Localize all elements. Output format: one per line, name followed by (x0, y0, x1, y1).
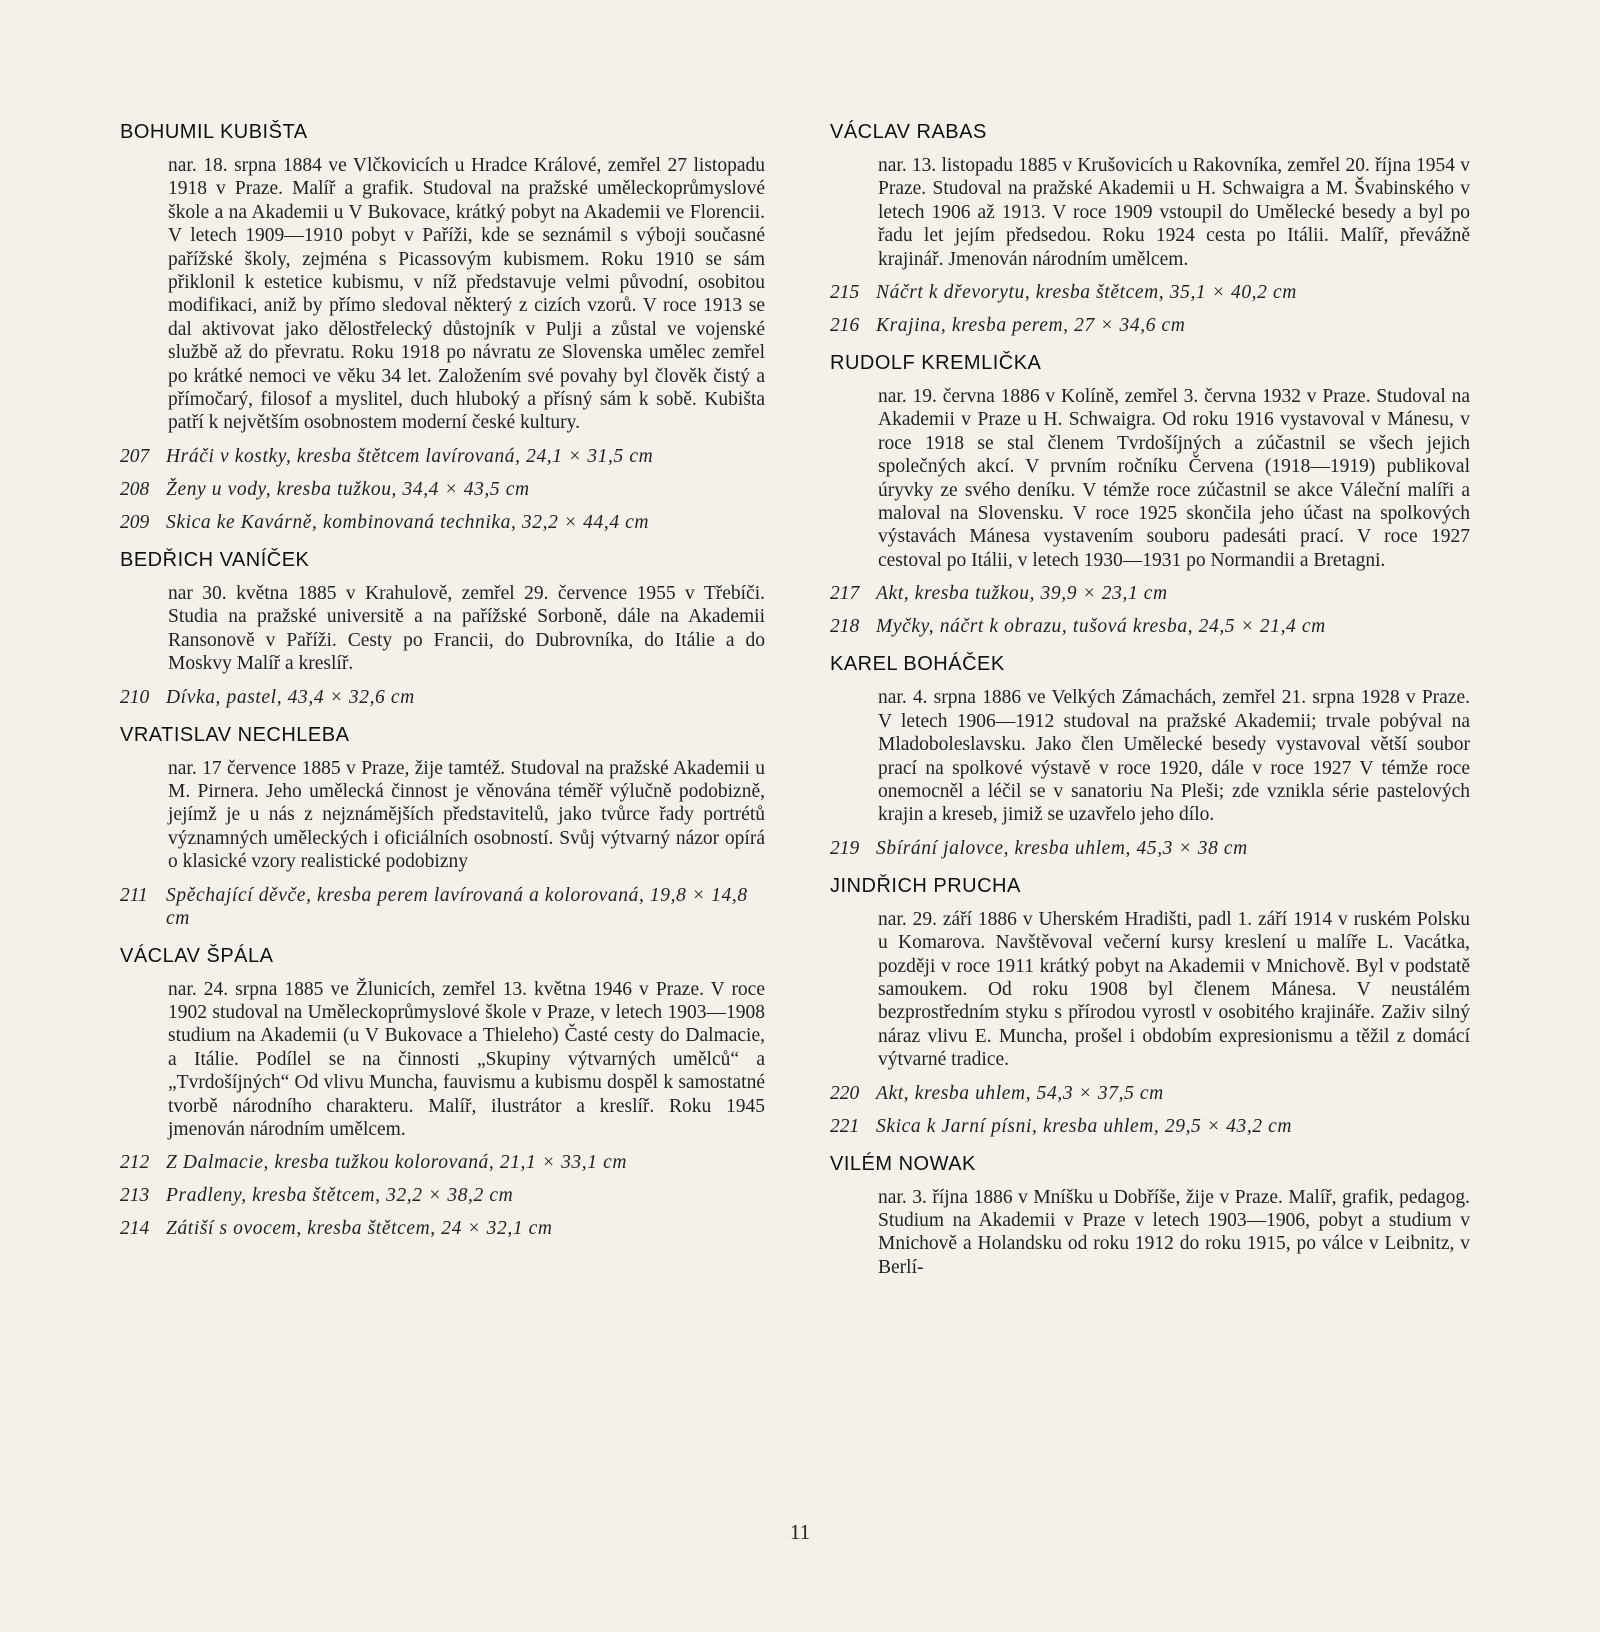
work-number: 220 (830, 1082, 860, 1104)
works-list (830, 281, 1470, 337)
artist-entry (830, 120, 1470, 337)
work-item (830, 314, 1470, 337)
work-description: Pradleny, kresba štětcem, 32,2 × 38,2 cm (166, 1185, 514, 1207)
work-item (120, 1184, 765, 1207)
works-list (120, 884, 765, 930)
work-description: Myčky, náčrt k obrazu, tušová kresba, 24,5 × 21,4 cm (876, 616, 1326, 638)
artist-name: JINDŘICH PRUCHA (830, 874, 1021, 897)
work-description: Z Dalmacie, kresba tužkou kolorovaná, 21,1 × 33,1 cm (166, 1152, 628, 1174)
work-item (120, 478, 765, 501)
work-number: 214 (120, 1218, 150, 1240)
works-list (830, 582, 1470, 638)
work-item (120, 884, 765, 930)
artist-name: VÁCLAV RABAS (830, 121, 987, 143)
work-item (120, 686, 765, 709)
work-description: Akt, kresba uhlem, 54,3 × 37,5 cm (876, 1082, 1164, 1104)
artist-entry (120, 944, 765, 1241)
work-item (120, 1151, 765, 1174)
artist-entry (830, 874, 1470, 1138)
artist-name: KAREL BOHÁČEK (830, 653, 1005, 676)
work-number: 213 (120, 1185, 150, 1207)
artist-name: RUDOLF KREMLIČKA (830, 352, 1042, 375)
artist-entry (120, 120, 765, 534)
work-item (830, 582, 1470, 605)
artist-bio: nar. 18. srpna 1884 ve Vlčkovicích u Hradce Králové, zemřel 27 listopadu 1918 v Praze. Malíř a grafik. Studoval na pražské uměleckoprůmyslové škole a na Akademii u V Bukovace, krátký pobyt na Akademii ve Florencii. V letech 1909—1910 pobyt v Paříži, kde se seznámil s výboji současné pařížské školy, zejména s Picassovým kubismem. Roku 1910 se sám přiklonil k estetice kubismu, v níž představuje velmi původní, osobitou modifikaci, aniž by přímo sledoval některý z cizích vzorů. V roce 1913 se dal aktivovat jako dělostřelecký důstojník v Pulji a zůstal ve vojenské službě až do převratu. Roku 1918 po návratu ze Slovenska umělec zemřel po krátké nemoci ve věku 34 let. Založením své povahy byl člověk čistý a přímočarý, filosof a myslitel, duch hluboký a přísný sám k sobě. Kubišta patří k největším osobnostem moderní české kultury. (168, 155, 765, 434)
work-item (830, 1082, 1470, 1105)
work-number: 209 (120, 511, 150, 533)
artist-entry (830, 351, 1470, 638)
works-list (830, 837, 1470, 860)
work-number: 219 (830, 837, 860, 859)
work-number: 221 (830, 1115, 860, 1137)
work-item (120, 445, 765, 468)
works-list (120, 1151, 765, 1240)
work-number: 208 (120, 478, 150, 500)
work-item (120, 511, 765, 534)
work-number: 218 (830, 616, 860, 638)
work-number: 216 (830, 315, 860, 337)
work-description: Spěchající děvče, kresba perem lavírovaná a kolorovaná, 19,8 × 14,8 cm (166, 884, 748, 929)
artist-bio: nar. 3. října 1886 v Mníšku u Dobříše, žije v Praze. Malíř, grafik, pedagog. Studium na Akademii v Praze v letech 1903—1906, pobyt a studium v Mnichově a Holandsku od roku 1912 do roku 1915, po válce v Leibnitz, v Berlí- (878, 1186, 1470, 1278)
right-column (830, 120, 1470, 1293)
work-description: Sbírání jalovce, kresba uhlem, 45,3 × 38 cm (876, 837, 1248, 859)
works-list (120, 445, 765, 534)
work-description: Skica ke Kavárně, kombinovaná technika, 32,2 × 44,4 cm (166, 511, 650, 533)
artist-bio: nar. 4. srpna 1886 ve Velkých Zámachách, zemřel 21. srpna 1928 v Praze. V letech 1906—1912 studoval na pražské Akademii; trvale pobýval na Mladoboleslavsku. Jako člen Umělecké besedy vystavoval větší soubor prací na spolkové výstavě v roce 1920, dále v roce 1927 V témže roce onemocněl a léčil se v sanatoriu Na Pleši; zde vznikla série pastelových krajin a kreseb, jimiž se uzavřelo jeho dílo. (878, 687, 1470, 826)
work-number: 210 (120, 686, 150, 708)
artist-name: BEDŘICH VANÍČEK (120, 548, 310, 571)
artist-bio: nar. 19. června 1886 v Kolíně, zemřel 3. června 1932 v Praze. Studoval na Akademii v Praze u H. Schwaigra. Od roku 1916 vystavoval v Mánesu, v roce 1918 se stal členem Tvrdošíjných a zúčastnil se všech jejich společných akcí. V prvním ročníku Červena (1918—1919) publikoval úryvky ze svého deníku. V témže roce zúčastnil se akce Váleční malíři a maloval na Slovensku. V roce 1925 skončila jeho účast na spolkových výstavách Mánesa vystavením souboru padesáti prací. V roce 1927 cestoval po Itálii, v letech 1930—1931 po Normandii a Bretagni. (878, 386, 1470, 571)
work-description: Akt, kresba tužkou, 39,9 × 23,1 cm (876, 583, 1168, 605)
work-item (830, 1115, 1470, 1138)
artist-bio: nar. 29. září 1886 v Uherském Hradišti, padl 1. září 1914 v ruském Polsku u Komarova. Navštěvoval večerní kursy kreslení u malíře L. Vacátka, později v roce 1911 krátký pobyt na Akademii v Mnichově. Byl v podstatě samoukem. Od roku 1908 byl členem Mánesa. V neustálém bezprostředním styku s přírodou vyrostl v osobitého krajináře. Zaživ silný náraz vlivu E. Muncha, prošel i obdobím expresionismu a těžil z domácí výtvarné tradice. (878, 908, 1470, 1071)
artist-entry (120, 723, 765, 930)
artist-bio: nar. 24. srpna 1885 ve Žlunicích, zemřel 13. května 1946 v Praze. V roce 1902 studoval na Uměleckoprůmyslové škole v Praze, v letech 1903—1908 studium na Akademii (u V Bukovace a Thieleho) Časté cesty do Dalmacie, a Itálie. Podílel se na činnosti „Skupiny výtvarných umělců“ a „Tvrdošíjných“ Od vlivu Muncha, fauvismu a kubismu dospěl k samostatné tvorbě národního charakteru. Malíř, ilustrátor a kreslíř. Roku 1945 jmenován národním umělcem. (168, 978, 765, 1140)
artist-bio: nar 30. května 1885 v Krahulově, zemřel 29. července 1955 v Třebíči. Studia na pražské universitě a na pařížské Sorboně, dále na Akademii Ransonově v Paříži. Cesty po Francii, do Dubrovníka, do Itálie a do Moskvy Malíř a kreslíř. (168, 582, 765, 675)
works-list (830, 1082, 1470, 1138)
work-description: Dívka, pastel, 43,4 × 32,6 cm (166, 686, 415, 708)
work-item (830, 615, 1470, 638)
work-number: 215 (830, 282, 860, 304)
work-description: Krajina, kresba perem, 27 × 34,6 cm (876, 315, 1186, 337)
work-number: 207 (120, 445, 150, 467)
artist-name: VILÉM NOWAK (830, 1152, 976, 1175)
artist-name: VÁCLAV ŠPÁLA (120, 944, 274, 967)
artist-bio: nar. 13. listopadu 1885 v Krušovicích u Rakovníka, zemřel 20. října 1954 v Praze. Studoval na pražské Akademii u H. Schwaigra a M. Švabinského v letech 1906 až 1913. V roce 1909 vstoupil do Umělecké besedy a byl po řadu let jejím předsedou. Roku 1924 cesta po Itálii. Malíř, převážně krajinář. Jmenován národním umělcem. (878, 155, 1470, 270)
work-number: 212 (120, 1152, 150, 1174)
work-description: Zátiší s ovocem, kresba štětcem, 24 × 32,1 cm (166, 1218, 553, 1240)
work-item (830, 837, 1470, 860)
work-number: 217 (830, 583, 860, 605)
artist-entry (830, 652, 1470, 859)
artist-name: BOHUMIL KUBIŠTA (120, 121, 308, 143)
work-description: Ženy u vody, kresba tužkou, 34,4 × 43,5 cm (166, 478, 530, 500)
work-description: Náčrt k dřevorytu, kresba štětcem, 35,1 × 40,2 cm (876, 282, 1297, 304)
artist-entry (120, 548, 765, 709)
work-item (120, 1217, 765, 1240)
artist-bio: nar. 17 července 1885 v Praze, žije tamtéž. Studoval na pražské Akademii u M. Pirnera. Jeho umělecká činnost je věnována téměř výlučně podobizně, jejímž je u nás z nejznámějších představitelů, jako tvůrce řady portrétů významných uměleckých i oficiálních osobností. Svůj výtvarný názor opírá o klasické vzory realistické podobizny (168, 757, 765, 873)
work-description: Skica k Jarní písni, kresba uhlem, 29,5 × 43,2 cm (876, 1115, 1293, 1137)
page-number: 11 (789, 1520, 811, 1544)
artist-name: VRATISLAV NECHLEBA (120, 723, 350, 746)
work-description: Hráči v kostky, kresba štětcem lavírovaná, 24,1 × 31,5 cm (166, 445, 654, 467)
left-column (120, 120, 765, 1254)
work-item (830, 281, 1470, 304)
work-number: 211 (120, 884, 148, 906)
works-list (120, 686, 765, 709)
artist-entry (830, 1152, 1470, 1280)
